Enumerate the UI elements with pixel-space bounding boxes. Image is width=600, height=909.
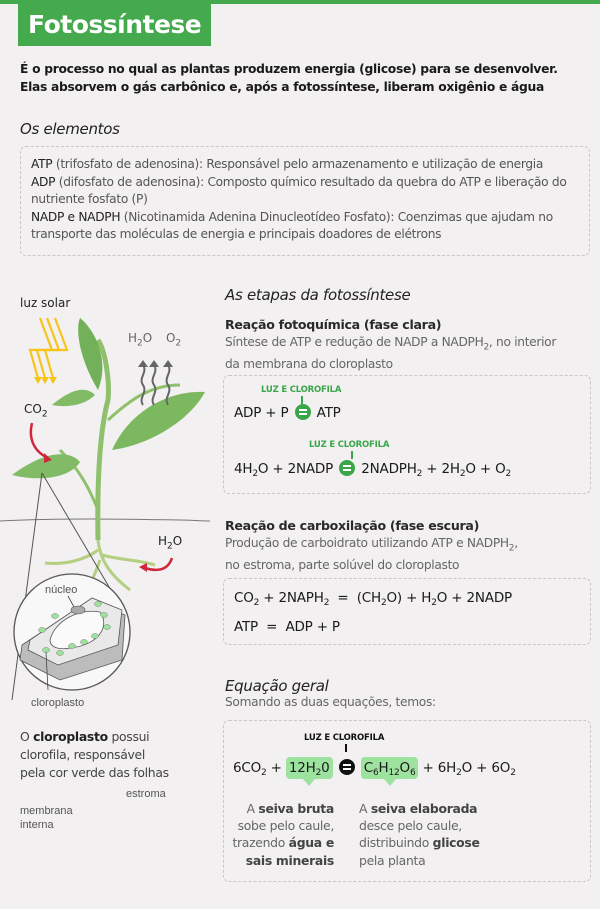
o2-vapor-label: $O_2$ <box>166 331 182 349</box>
element-atp: ATP (trifosfato de adenosina): Responsável pelo armazenamento e utilização de energia <box>31 157 544 171</box>
element-nadp: NADP e NADPH (Nicotinamida Adenina Dinucleotídeo Fosfato): Coenzimas que ajudam no transporte das moléculas de energia e principais doadores de elétrons <box>31 209 553 241</box>
page-title: Fotossíntese <box>18 4 211 46</box>
catalyst-label-1: LUZ E CLOROFILA <box>261 385 342 395</box>
intro-line-2: Elas absorvem o gás carbônico e, após a fotossíntese, liberam oxigênio e água <box>20 80 544 94</box>
intro-line-1: É o processo no qual as plantas produzem energia (glicose) para se desenvolver. <box>20 62 558 76</box>
catalyst-tick-1 <box>301 396 303 404</box>
elements-box <box>20 146 590 256</box>
stages-heading: As etapas da fotossíntese <box>225 286 411 304</box>
dark-eq-1: $CO_2$ + $2NAPH_2 = (CH_2O) + H_2O$ + 2NADP <box>234 590 512 608</box>
membrane-label: membrana interna <box>20 805 73 831</box>
h2o-root-label: $H_2O$ <box>158 534 183 552</box>
raw-sap-note: A seiva bruta sobe pelo caule, trazendo água e sais minerais <box>232 801 334 868</box>
light-phase-title: Reação fotoquímica (fase clara) <box>225 317 442 332</box>
elaborated-sap-highlight: $C_6H_{12}O_6$ <box>361 757 419 779</box>
general-equation-heading: Equação geral <box>225 677 329 695</box>
dark-phase-title: Reação de carboxilação (fase escura) <box>225 518 480 533</box>
nucleus-label: núcleo <box>45 584 78 596</box>
catalyst-label-3: LUZ E CLOROFILA <box>304 733 385 743</box>
light-eq-1: ADP + P ATP <box>234 405 341 421</box>
equals-icon <box>295 404 311 420</box>
stroma-label: estroma <box>126 788 166 800</box>
plant-illustration <box>0 290 225 720</box>
elements-heading: Os elementos <box>20 120 120 138</box>
general-equation-desc: Somando as duas equações, temos: <box>225 695 436 709</box>
elaborated-sap-note: A seiva elaborada desce pelo caule, distribuindo glicose pela planta <box>359 801 480 868</box>
h2o-vapor-label: $H_2O$ <box>128 331 153 349</box>
catalyst-tick-2 <box>351 451 353 459</box>
light-eq-2: $4H_2O$ + 2NADP $2NADPH_2 + 2H_2O + O_2$ <box>234 461 512 479</box>
sunlight-icon <box>30 318 67 378</box>
raw-sap-highlight: $12H_20$ <box>286 757 333 779</box>
dark-phase-desc: Produção de carboidrato utilizando ATP e $NADPH_2$, no estroma, parte solúvel do cloroplasto <box>225 536 518 573</box>
light-phase-desc: Síntese de ATP e redução de NADP a $NADPH_2$, no interior da membrana do cloroplasto <box>225 335 557 372</box>
intro-text <box>20 60 558 96</box>
dark-eq-2: ATP = ADP + P <box>234 619 340 635</box>
catalyst-tick-3 <box>345 744 347 752</box>
general-eq: $6CO_2 + 12H_20$ $C_6H_{12}O_6 + 6H_2O + 6O_2$ <box>233 759 516 778</box>
equals-icon <box>339 460 355 476</box>
chloroplast-note: O cloroplasto possui clorofila, responsável pela cor verde das folhas <box>20 729 169 780</box>
equals-icon <box>339 759 355 775</box>
element-adp: ADP (difosfato de adenosina): Composto químico resultado da quebra do ATP e liberação do nutriente fosfato (P) <box>31 174 567 206</box>
co2-label: $CO_2$ <box>24 402 48 420</box>
chloroplast-label: cloroplasto <box>31 697 85 709</box>
catalyst-label-2: LUZ E CLOROFILA <box>309 440 390 450</box>
sunlight-label: luz solar <box>20 296 71 310</box>
